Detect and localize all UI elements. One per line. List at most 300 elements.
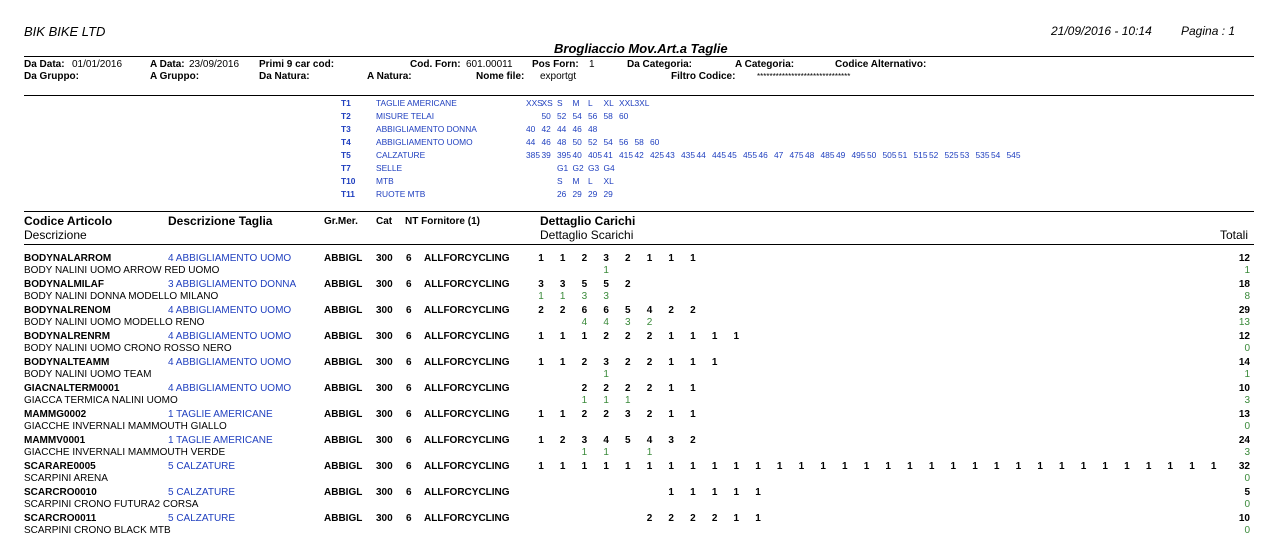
- unload-qty: 1: [603, 395, 609, 406]
- size-table-name: CALZATURE: [376, 150, 426, 160]
- size-label: L: [588, 98, 593, 108]
- total-loads: 14: [1238, 357, 1250, 368]
- size-description: 4 ABBIGLIAMENTO UOMO: [168, 305, 292, 316]
- total-unloads: 0: [1244, 343, 1250, 354]
- gr-mer: ABBIGL: [324, 435, 363, 446]
- filtro-codice-value: ******************************: [757, 72, 851, 81]
- load-qty: 1: [907, 461, 913, 472]
- nome-file-value: exportgt: [540, 71, 577, 82]
- size-label: 54: [603, 137, 613, 147]
- load-qty: 1: [559, 331, 566, 342]
- article-description: GIACCHE INVERNALI MAMMOUTH GIALLO: [24, 421, 227, 432]
- size-label: 43: [665, 150, 675, 160]
- supplier: ALLFORCYCLING: [424, 331, 510, 342]
- load-qty: 1: [690, 357, 696, 368]
- load-qty: 2: [625, 279, 631, 290]
- total-unloads: 0: [1244, 499, 1250, 510]
- size-description: 1 TAGLIE AMERICANE: [168, 435, 273, 446]
- size-label: 29: [572, 189, 582, 199]
- size-description: 1 TAGLIE AMERICANE: [168, 409, 273, 420]
- category: 300: [376, 331, 393, 342]
- size-description: 4 ABBIGLIAMENTO UOMO: [168, 383, 292, 394]
- size-label: 485: [820, 150, 835, 160]
- size-description: 5 CALZATURE: [168, 487, 236, 498]
- supplier: ALLFORCYCLING: [424, 253, 510, 264]
- nome-file-label: Nome file:: [476, 71, 525, 82]
- size-label: 29: [588, 189, 598, 199]
- size-label: 505: [882, 150, 897, 160]
- size-label: 26: [557, 189, 567, 199]
- article-code: MAMMG0002: [24, 409, 87, 420]
- col-codice-articolo: Codice Articolo: [24, 214, 113, 228]
- total-loads: 12: [1238, 253, 1250, 264]
- col-descrizione-taglia: Descrizione Taglia: [168, 214, 273, 228]
- load-qty: 2: [646, 383, 653, 394]
- load-qty: 2: [625, 383, 631, 394]
- size-label: 46: [541, 137, 551, 147]
- size-label: 52: [588, 137, 598, 147]
- size-table-name: ABBIGLIAMENTO UOMO: [376, 137, 473, 147]
- total-unloads: 13: [1238, 317, 1250, 328]
- supplier: ALLFORCYCLING: [424, 409, 510, 420]
- article-description: BODY NALINI DONNA MODELLO MILANO: [24, 291, 219, 302]
- total-unloads: 1: [1244, 369, 1250, 380]
- unload-qty: 1: [581, 395, 588, 406]
- load-qty: 1: [928, 461, 935, 472]
- load-qty: 1: [733, 487, 740, 498]
- load-qty: 1: [1015, 461, 1022, 472]
- size-label: G3: [588, 163, 600, 173]
- gr-mer: ABBIGL: [324, 383, 363, 394]
- size-label: 425: [650, 150, 664, 160]
- load-qty: 1: [1080, 461, 1087, 472]
- load-qty: 1: [798, 461, 805, 472]
- size-label: S: [557, 176, 563, 186]
- supplier: ALLFORCYCLING: [424, 305, 510, 316]
- size-label: 3XL: [634, 98, 650, 108]
- size-label: 53: [960, 150, 970, 160]
- load-qty: 4: [603, 435, 609, 446]
- gr-mer: ABBIGL: [324, 487, 363, 498]
- col-cat: Cat: [376, 216, 393, 227]
- size-label: 58: [634, 137, 644, 147]
- load-qty: 1: [1037, 461, 1043, 472]
- da-categoria-label: Da Categoria:: [627, 59, 693, 70]
- nt: 6: [406, 331, 412, 342]
- supplier: ALLFORCYCLING: [424, 513, 510, 524]
- load-qty: 1: [993, 461, 1000, 472]
- gr-mer: ABBIGL: [324, 357, 363, 368]
- size-label: G1: [557, 163, 569, 173]
- category: 300: [376, 461, 393, 472]
- total-loads: 10: [1238, 513, 1250, 524]
- size-description: 4 ABBIGLIAMENTO UOMO: [168, 357, 292, 368]
- size-label: 52: [929, 150, 939, 160]
- size-label: 39: [541, 150, 551, 160]
- size-label: 40: [572, 150, 582, 160]
- size-label: 46: [572, 124, 582, 134]
- load-qty: 1: [711, 331, 718, 342]
- size-label: XXL: [619, 98, 635, 108]
- load-qty: 2: [668, 305, 674, 316]
- load-qty: 2: [646, 357, 653, 368]
- size-label: 395: [557, 150, 571, 160]
- size-label: 405: [588, 150, 602, 160]
- load-qty: 1: [755, 461, 761, 472]
- size-label: 385: [526, 150, 540, 160]
- table-row: [0, 461, 1272, 487]
- article-code: SCARARE0005: [24, 461, 96, 472]
- nt: 6: [406, 435, 412, 446]
- total-unloads: 0: [1244, 421, 1250, 432]
- load-qty: 3: [668, 435, 674, 446]
- load-qty: 1: [755, 513, 761, 524]
- size-label: 54: [991, 150, 1001, 160]
- load-qty: 1: [690, 487, 696, 498]
- supplier: ALLFORCYCLING: [424, 487, 510, 498]
- load-qty: 1: [646, 253, 653, 264]
- size-description: 4 ABBIGLIAMENTO UOMO: [168, 331, 292, 342]
- category: 300: [376, 253, 393, 264]
- size-label: 46: [758, 150, 768, 160]
- size-label: 50: [572, 137, 582, 147]
- load-qty: 1: [581, 331, 588, 342]
- load-qty: 1: [733, 461, 740, 472]
- unload-qty: 2: [646, 317, 653, 328]
- load-qty: 1: [711, 357, 718, 368]
- load-qty: 2: [538, 305, 544, 316]
- size-label: 48: [588, 124, 598, 134]
- total-unloads: 0: [1244, 525, 1250, 536]
- nt: 6: [406, 357, 412, 368]
- article-description: BODY NALINI UOMO CRONO ROSSO NERO: [24, 343, 232, 354]
- load-qty: 3: [581, 435, 588, 446]
- nt: 6: [406, 383, 412, 394]
- load-qty: 2: [625, 331, 631, 342]
- size-label: 50: [867, 150, 877, 160]
- load-qty: 2: [581, 253, 588, 264]
- load-qty: 1: [1124, 461, 1130, 472]
- supplier: ALLFORCYCLING: [424, 383, 510, 394]
- size-label: 40: [526, 124, 536, 134]
- load-qty: 1: [755, 487, 761, 498]
- load-qty: 2: [581, 409, 588, 420]
- unload-qty: 1: [603, 447, 609, 458]
- unload-qty: 4: [603, 317, 609, 328]
- size-label: XL: [603, 98, 614, 108]
- total-loads: 10: [1238, 383, 1250, 394]
- size-label: 44: [526, 137, 536, 147]
- load-qty: 1: [842, 461, 848, 472]
- unload-qty: 1: [603, 265, 609, 276]
- load-qty: 1: [733, 513, 740, 524]
- category: 300: [376, 279, 393, 290]
- supplier: ALLFORCYCLING: [424, 357, 510, 368]
- codice-alt-label: Codice Alternativo:: [835, 59, 927, 70]
- col-nt-fornitore: NT Fornitore (1): [405, 216, 480, 227]
- load-qty: 1: [1210, 461, 1217, 472]
- load-qty: 2: [603, 409, 609, 420]
- nt: 6: [406, 487, 412, 498]
- load-qty: 1: [668, 331, 674, 342]
- size-table-code: T5: [341, 150, 351, 160]
- size-label: 54: [572, 111, 582, 121]
- unload-qty: 1: [559, 291, 566, 302]
- load-qty: 1: [668, 383, 674, 394]
- pos-forn-value: 1: [589, 59, 595, 70]
- size-description: 5 CALZATURE: [168, 513, 236, 524]
- load-qty: 1: [1189, 461, 1195, 472]
- table-row: [0, 409, 1272, 435]
- size-label: 47: [774, 150, 784, 160]
- nt: 6: [406, 409, 412, 420]
- load-qty: 1: [538, 331, 544, 342]
- load-qty: 1: [538, 357, 544, 368]
- article-code: MAMMV0001: [24, 435, 86, 446]
- article-description: BODY NALINI UOMO ARROW RED UOMO: [24, 265, 220, 276]
- nt: 6: [406, 305, 412, 316]
- unload-qty: 1: [646, 447, 653, 458]
- load-qty: 3: [603, 253, 609, 264]
- load-qty: 1: [711, 487, 718, 498]
- load-qty: 1: [820, 461, 826, 472]
- load-qty: 1: [690, 409, 696, 420]
- load-qty: 2: [603, 331, 609, 342]
- size-label: 435: [681, 150, 695, 160]
- size-label: 60: [619, 111, 629, 121]
- col-dettaglio-scarichi: Dettaglio Scarichi: [540, 228, 634, 242]
- load-qty: 1: [646, 461, 653, 472]
- table-row: [0, 331, 1272, 357]
- gr-mer: ABBIGL: [324, 279, 363, 290]
- size-label: 50: [541, 111, 551, 121]
- category: 300: [376, 357, 393, 368]
- nt: 6: [406, 513, 412, 524]
- size-label: M: [572, 176, 580, 186]
- load-qty: 2: [646, 409, 653, 420]
- load-qty: 5: [581, 279, 588, 290]
- size-label: 51: [898, 150, 908, 160]
- article-code: GIACNALTERM0001: [24, 383, 120, 394]
- size-table-name: MISURE TELAI: [376, 111, 435, 121]
- gr-mer: ABBIGL: [324, 409, 363, 420]
- load-qty: 1: [603, 461, 609, 472]
- load-qty: 1: [972, 461, 978, 472]
- total-loads: 29: [1238, 305, 1250, 316]
- load-qty: 1: [690, 253, 696, 264]
- article-code: BODYNALRENRM: [24, 331, 111, 342]
- size-table-name: SELLE: [376, 163, 403, 173]
- cod-forn-value: 601.00011: [466, 59, 513, 70]
- table-row: [0, 487, 1272, 513]
- load-qty: 5: [625, 435, 631, 446]
- load-qty: 1: [1059, 461, 1065, 472]
- article-description: GIACCA TERMICA NALINI UOMO: [24, 395, 178, 406]
- col-totali: Totali: [1220, 228, 1249, 242]
- table-row: [0, 279, 1272, 305]
- size-label: G2: [572, 163, 584, 173]
- article-description: SCARPINI CRONO BLACK MTB: [24, 525, 171, 536]
- size-label: 29: [603, 189, 613, 199]
- load-qty: 2: [603, 383, 609, 394]
- total-loads: 32: [1238, 461, 1250, 472]
- size-label: XS: [541, 98, 553, 108]
- size-table-code: T2: [341, 111, 351, 121]
- size-table-name: TAGLIE AMERICANE: [376, 98, 457, 108]
- company-name: BIK BIKE LTD: [24, 24, 106, 39]
- category: 300: [376, 409, 393, 420]
- size-description: 3 ABBIGLIAMENTO DONNA: [168, 279, 297, 290]
- size-table-name: MTB: [376, 176, 394, 186]
- table-row: [0, 253, 1272, 279]
- article-description: GIACCHE INVERNALI MAMMOUTH VERDE: [24, 447, 226, 458]
- size-description: 5 CALZATURE: [168, 461, 236, 472]
- nt: 6: [406, 461, 412, 472]
- size-label: 42: [541, 124, 551, 134]
- col-gr-mer: Gr.Mer.: [324, 216, 358, 227]
- load-qty: 1: [668, 357, 674, 368]
- load-qty: 2: [581, 383, 588, 394]
- article-code: BODYNALMILAF: [24, 279, 104, 290]
- load-qty: 1: [1102, 461, 1108, 472]
- size-label: 58: [603, 111, 613, 121]
- da-data-value: 01/01/2016: [72, 59, 123, 70]
- load-qty: 4: [646, 435, 653, 446]
- size-label: XL: [603, 176, 614, 186]
- load-qty: 1: [863, 461, 870, 472]
- total-unloads: 0: [1244, 473, 1250, 484]
- unload-qty: 4: [581, 317, 588, 328]
- load-qty: 1: [559, 357, 566, 368]
- load-qty: 2: [559, 435, 566, 446]
- load-qty: 3: [625, 409, 631, 420]
- article-code: SCARCRO0010: [24, 487, 97, 498]
- size-table-code: T4: [341, 137, 351, 147]
- load-qty: 1: [538, 409, 544, 420]
- size-table-code: T10: [341, 176, 356, 186]
- size-label: 42: [634, 150, 644, 160]
- unload-qty: 1: [625, 395, 631, 406]
- size-label: XXS: [526, 98, 543, 108]
- size-table-code: T3: [341, 124, 351, 134]
- load-qty: 1: [668, 487, 674, 498]
- load-qty: 1: [885, 461, 891, 472]
- size-label: 525: [944, 150, 959, 160]
- da-natura-label: Da Natura:: [259, 71, 310, 82]
- load-qty: 6: [581, 305, 588, 316]
- size-label: 535: [975, 150, 990, 160]
- load-qty: 2: [690, 435, 696, 446]
- load-qty: 1: [668, 409, 674, 420]
- pos-forn-label: Pos Forn:: [532, 59, 579, 70]
- load-qty: 4: [646, 305, 653, 316]
- divider: [24, 95, 1254, 96]
- a-data-label: A Data:: [150, 59, 185, 70]
- article-code: BODYNALTEAMM: [24, 357, 110, 368]
- load-qty: 2: [625, 357, 631, 368]
- load-qty: 1: [625, 461, 631, 472]
- size-label: 48: [557, 137, 567, 147]
- size-label: 56: [619, 137, 629, 147]
- category: 300: [376, 513, 393, 524]
- total-loads: 5: [1244, 487, 1250, 498]
- size-label: 56: [588, 111, 598, 121]
- load-qty: 1: [776, 461, 783, 472]
- size-label: L: [588, 176, 593, 186]
- load-qty: 5: [625, 305, 631, 316]
- divider: [24, 211, 1254, 212]
- table-row: [0, 435, 1272, 461]
- size-label: 49: [836, 150, 846, 160]
- total-loads: 24: [1238, 435, 1250, 446]
- a-categoria-label: A Categoria:: [735, 59, 795, 70]
- total-loads: 12: [1238, 331, 1250, 342]
- size-description: 4 ABBIGLIAMENTO UOMO: [168, 253, 292, 264]
- total-unloads: 3: [1244, 395, 1250, 406]
- a-gruppo-label: A Gruppo:: [150, 71, 200, 82]
- size-label: 495: [851, 150, 866, 160]
- category: 300: [376, 435, 393, 446]
- load-qty: 2: [559, 305, 566, 316]
- total-loads: 18: [1238, 279, 1250, 290]
- size-label: 415: [619, 150, 633, 160]
- page-number: Pagina : 1: [1181, 24, 1236, 38]
- load-qty: 1: [559, 409, 566, 420]
- total-loads: 13: [1238, 409, 1250, 420]
- size-table-name: RUOTE MTB: [376, 189, 426, 199]
- divider: [24, 56, 1254, 57]
- unload-qty: 3: [603, 291, 609, 302]
- size-label: 545: [1006, 150, 1021, 160]
- load-qty: 1: [690, 461, 696, 472]
- nt: 6: [406, 279, 412, 290]
- size-label: 41: [603, 150, 613, 160]
- category: 300: [376, 383, 393, 394]
- filtro-codice-label: Filtro Codice:: [671, 71, 736, 82]
- cod-forn-label: Cod. Forn:: [410, 59, 461, 70]
- article-description: BODY NALINI UOMO MODELLO RENO: [24, 317, 205, 328]
- table-row: [0, 357, 1272, 383]
- unload-qty: 1: [581, 447, 588, 458]
- load-qty: 2: [690, 305, 696, 316]
- load-qty: 1: [538, 435, 544, 446]
- size-label: G4: [603, 163, 615, 173]
- load-qty: 1: [950, 461, 957, 472]
- size-label: 44: [557, 124, 567, 134]
- size-label: S: [557, 98, 563, 108]
- a-data-value: 23/09/2016: [189, 59, 240, 70]
- load-qty: 2: [690, 513, 696, 524]
- size-table-name: ABBIGLIAMENTO DONNA: [376, 124, 477, 134]
- size-table-code: T1: [341, 98, 351, 108]
- gr-mer: ABBIGL: [324, 305, 363, 316]
- category: 300: [376, 487, 393, 498]
- total-unloads: 3: [1244, 447, 1250, 458]
- article-code: SCARCRO0011: [24, 513, 97, 524]
- gr-mer: ABBIGL: [324, 253, 363, 264]
- col-dettaglio-carichi: Dettaglio Carichi: [540, 214, 636, 228]
- gr-mer: ABBIGL: [324, 513, 363, 524]
- load-qty: 2: [711, 513, 718, 524]
- unload-qty: 3: [625, 317, 631, 328]
- table-row: [0, 383, 1272, 409]
- table-row: [0, 305, 1272, 331]
- nt: 6: [406, 253, 412, 264]
- article-code: BODYNALRENOM: [24, 305, 111, 316]
- load-qty: 3: [538, 279, 544, 290]
- primi-label: Primi 9 car cod:: [259, 59, 335, 70]
- load-qty: 1: [559, 253, 566, 264]
